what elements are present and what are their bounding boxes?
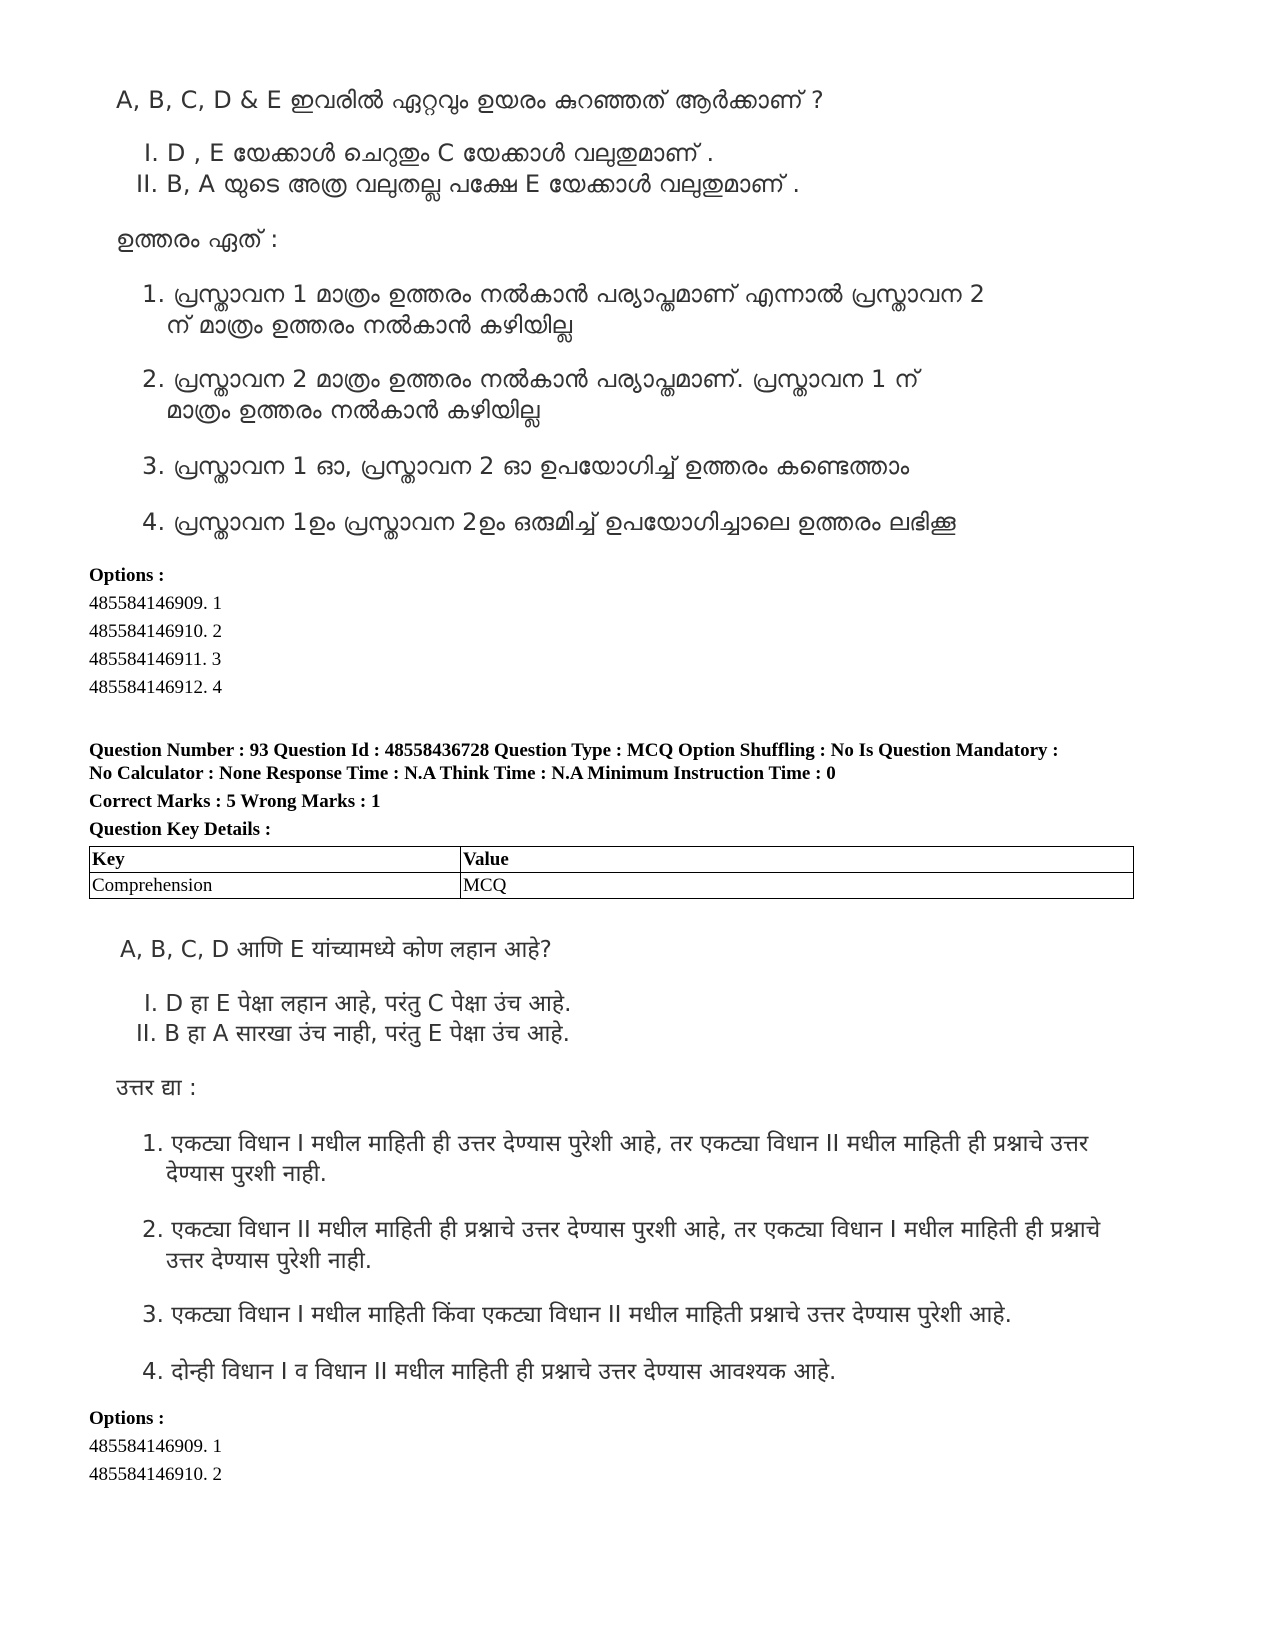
statement-2: II. B, A യുടെ അത്ര വലുതല്ല പക്ഷേ E യേക്കാൾ വലുതുമാണ് . — [136, 170, 801, 198]
statement-1: I. D हा E पेक्षा लहान आहे, परंतु C पेक्षा उंच आहे. — [144, 991, 572, 1017]
option-item: 485584146910. 2 — [89, 1464, 222, 1485]
question-meta-line-2: No Calculator : None Response Time : N.A Think Time : N.A Minimum Instruction Time : 0 — [89, 763, 836, 784]
option-item: 485584146909. 1 — [89, 1436, 222, 1457]
option-item: 485584146911. 3 — [89, 649, 222, 670]
option-2-line-1: 2. एकट्या विधान II मधील माहिती ही प्रश्नाचे उत्तर देण्यास पुरशी आहे, तर एकट्या विधान I मधील माहिती ही प्रश्नाचे — [142, 1217, 1101, 1243]
table-header-key: Key — [90, 847, 461, 873]
option-3: 3. പ്രസ്താവന 1 ഓ, പ്രസ്താവന 2 ഓ ഉപയോഗിച്ച് ഉത്തരം കണ്ടെത്താം — [142, 452, 910, 480]
table-row — [90, 873, 1134, 899]
option-2-line-2: മാത്രം ഉത്തരം നൽകാൻ കഴിയില്ല — [166, 396, 540, 424]
option-1-line-2: देण्यास पुरशी नाही. — [166, 1161, 327, 1187]
statement-1: I. D , E യേക്കാൾ ചെറുതും C യേക്കാൾ വലുതുമാണ് . — [144, 139, 715, 167]
question-text: A, B, C, D & E ഇവരിൽ ഏറ്റവും ഉയരം കുറഞ്ഞത് ആർക്കാണ് ? — [116, 86, 824, 114]
key-details-heading: Question Key Details : — [89, 819, 272, 840]
option-4: 4. പ്രസ്താവന 1ഉം പ്രസ്താവന 2ഉം ഒരുമിച്ച് ഉപയോഗിച്ചാലെ ഉത്തരം ലഭിക്കൂ — [142, 508, 956, 536]
option-2-line-1: 2. പ്രസ്താവന 2 മാത്രം ഉത്തരം നൽകാൻ പര്യാപ്തമാണ്. പ്രസ്താവന 1 ന് — [142, 365, 919, 393]
table-header-value: Value — [461, 847, 1134, 873]
option-2-line-2: उत्तर देण्यास पुरेशी नाही. — [166, 1248, 373, 1274]
table-cell: Comprehension — [90, 873, 461, 899]
table-header-row — [90, 847, 1134, 873]
marks-line: Correct Marks : 5 Wrong Marks : 1 — [89, 791, 381, 812]
question-key-table — [89, 846, 1134, 899]
option-1-line-2: ന് മാത്രം ഉത്തരം നൽകാൻ കഴിയില്ല — [166, 311, 573, 339]
option-1-line-1: 1. एकट्या विधान I मधील माहिती ही उत्तर देण्यास पुरेशी आहे, तर एकट्या विधान II मधील माहिती ही प्रश्नाचे उत्तर — [142, 1131, 1089, 1157]
option-3: 3. एकट्या विधान I मधील माहिती किंवा एकट्या विधान II मधील माहिती प्रश्नाचे उत्तर देण्यास पुरेशी आहे. — [142, 1302, 1012, 1328]
option-item: 485584146912. 4 — [89, 677, 222, 698]
options-heading: Options : — [89, 1408, 165, 1429]
table-cell: MCQ — [461, 873, 1134, 899]
option-item: 485584146910. 2 — [89, 621, 222, 642]
answer-prompt: ഉത്തരം ഏത് : — [116, 225, 279, 253]
question-text: A, B, C, D आणि E यांच्यामध्ये कोण लहान आहे? — [120, 937, 552, 963]
question-meta-line-1: Question Number : 93 Question Id : 48558436728 Question Type : MCQ Option Shuffling : No Is Question Mandatory : — [89, 740, 1059, 761]
answer-prompt: उत्तर द्या : — [116, 1075, 197, 1101]
statement-2: II. B हा A सारखा उंच नाही, परंतु E पेक्षा उंच आहे. — [136, 1021, 570, 1047]
option-1-line-1: 1. പ്രസ്താവന 1 മാത്രം ഉത്തരം നൽകാൻ പര്യാപ്തമാണ് എന്നാൽ പ്രസ്താവന 2 — [142, 280, 986, 308]
option-item: 485584146909. 1 — [89, 593, 222, 614]
option-4: 4. दोन्ही विधान I व विधान II मधील माहिती ही प्रश्नाचे उत्तर देण्यास आवश्यक आहे. — [142, 1359, 837, 1385]
options-heading: Options : — [89, 565, 165, 586]
